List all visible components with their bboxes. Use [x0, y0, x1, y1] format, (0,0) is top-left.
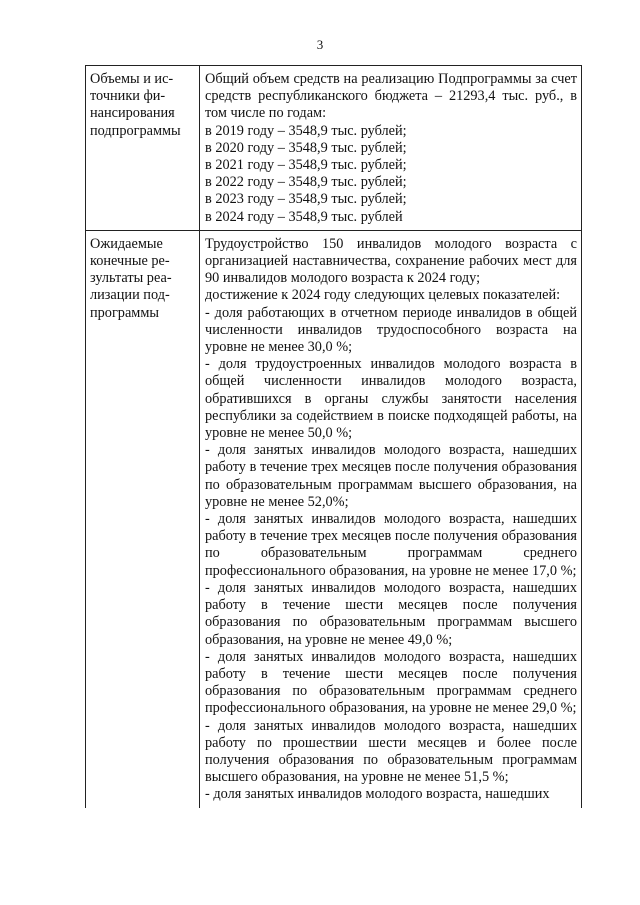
passport-table [85, 65, 582, 808]
paragraph: в 2021 году – 3548,9 тыс. рублей; [205, 157, 407, 174]
table-row [86, 230, 582, 807]
label-line: программы [90, 304, 160, 321]
label-line: зультаты реа- [90, 270, 172, 287]
paragraph: Общий объем средств на реализацию Подпрограммы за счет средств республиканского бюджета – 21293,4 тыс. руб., в том числе по годам: [205, 71, 577, 122]
page-number: 3 [316, 37, 324, 52]
row-label [86, 66, 200, 231]
label-line: точники фи- [90, 88, 166, 105]
paragraph: - доля занятых инвалидов молодого возраста, нашедших работу в течение трех месяцев после получения образования по образовательным программам среднего профессионального образования, на уровне не менее 17,0 %; [205, 511, 577, 579]
paragraph: Трудоустройство 150 инвалидов молодого возраста с организацией наставничества, сохранение рабочих мест для 90 инвалидов молодого возраста к 2024 году; [205, 235, 577, 287]
table-row [86, 66, 582, 231]
paragraph: - доля занятых инвалидов молодого возраста, нашедших работу в течение шести месяцев после получения образования по образовательным программам среднего профессионального образования, на уровне не менее 29,0 %; [205, 648, 577, 717]
paragraph: в 2019 году – 3548,9 тыс. рублей; [205, 122, 407, 139]
label-line: лизации под- [90, 287, 170, 304]
paragraph: в 2020 году – 3548,9 тыс. рублей; [205, 139, 407, 156]
paragraph: достижение к 2024 году следующих целевых показателей: [205, 287, 561, 304]
label-line: Ожидаемые [90, 235, 163, 252]
label-line: нансирования [90, 105, 175, 122]
label-line: конечные ре- [90, 253, 170, 270]
paragraph: - доля занятых инвалидов молодого возраста, нашедших работу по прошествии шести месяцев и более после получения образования по образовательным программам высшего образования, на уровне не менее 51,5 %; [205, 717, 577, 786]
paragraph: - доля трудоустроенных инвалидов молодого возраста в общей численности инвалидов молодого возраста, обратившихся в органы службы занятости населения республики за содействием в поиске подходящей работы, на уровне не менее 50,0 %; [205, 356, 577, 442]
paragraph: - доля работающих в отчетном периоде инвалидов в общей численности инвалидов трудоспособного возраста на уровне не менее 30,0 %; [205, 304, 577, 356]
paragraph: в 2023 году – 3548,9 тыс. рублей; [205, 191, 407, 208]
row-label [86, 230, 200, 807]
row-content [200, 66, 582, 231]
label-line: подпрограммы [90, 122, 181, 139]
paragraph: в 2024 году – 3548,9 тыс. рублей [205, 208, 403, 225]
paragraph: в 2022 году – 3548,9 тыс. рублей; [205, 174, 407, 191]
label-line: Объемы и ис- [90, 71, 174, 87]
paragraph: - доля занятых инвалидов молодого возраста, нашедших работу в течение трех месяцев после получения образования по образовательным программам высшего образования, на уровне не менее 52,0%; [205, 442, 577, 510]
paragraph: - доля занятых инвалидов молодого возраста, нашедших [205, 786, 550, 803]
paragraph: - доля занятых инвалидов молодого возраста, нашедших работу в течение шести месяцев после получения образования по образовательным программам высшего образования, на уровне не менее 49,0 %; [205, 579, 577, 648]
row-content [200, 230, 582, 807]
